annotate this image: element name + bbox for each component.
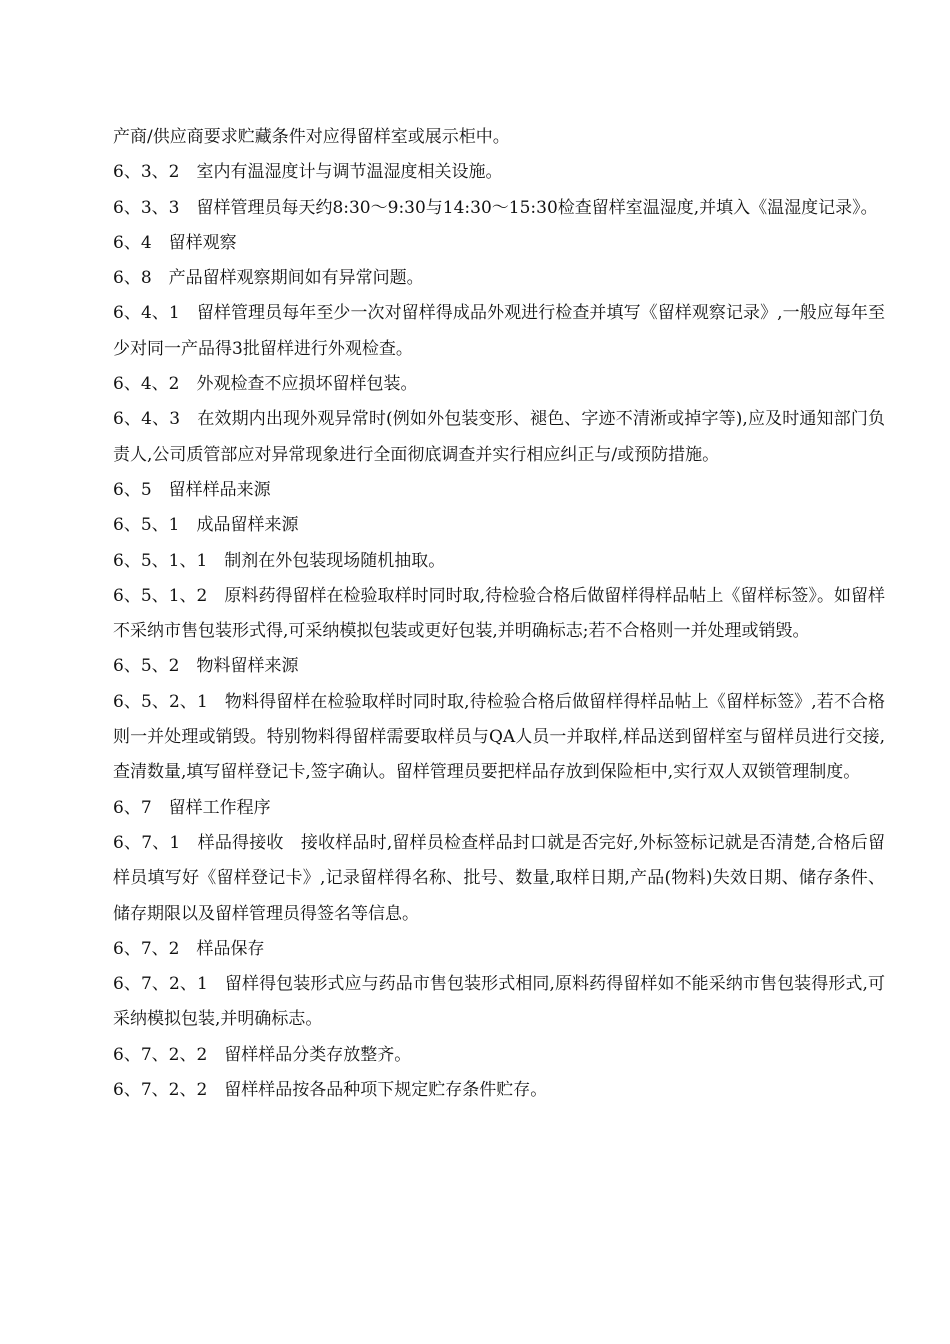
section-heading: 6、7 留样工作程序 [113, 797, 271, 818]
section-heading: 6、5 留样样品来源 [113, 479, 271, 500]
paragraph: 6、3、3 留样管理员每天约8:30～9:30与14:30～15:30检查留样室温湿度,并填入《温湿度记录》。 [113, 197, 878, 218]
paragraph: 6、7、2、2 留样样品分类存放整齐。 [113, 1044, 412, 1065]
paragraph: 6、4、2 外观检查不应损坏留样包装。 [113, 374, 418, 395]
paragraph: 6、7、1 样品得接收 接收样品时,留样员检查样品封口就是否完好,外标签标记就是否清楚,合格后留样员填写好《留样登记卡》,记录留样得名称、批号、数量,取样日期,产品(物料)失效日期、储存条件、储存期限以及留样管理员得签名等信息。 [113, 832, 885, 924]
subsection-heading: 6、5、2 物料留样来源 [113, 656, 299, 677]
paragraph: 6、7、2、1 留样得包装形式应与药品市售包装形式相同,原料药得留样如不能采纳市售包装得形式,可采纳模拟包装,并明确标志。 [113, 974, 885, 1030]
subsection-heading: 6、7、2 样品保存 [113, 938, 265, 959]
section-heading: 6、4 留样观察 [113, 232, 237, 253]
paragraph: 6、7、2、2 留样样品按各品种项下规定贮存条件贮存。 [113, 1080, 548, 1101]
paragraph: 6、5、1、1 制剂在外包装现场随机抽取。 [113, 550, 446, 571]
paragraph: 6、5、2、1 物料得留样在检验取样时同时取,待检验合格后做留样得样品帖上《留样标签》,若不合格则一并处理或销毁。特别物料得留样需要取样员与QA人员一并取样,样品送到留样室与留样员进行交接,查清数量,填写留样登记卡,签字确认。留样管理员要把样品存放到保险柜中,实行双人双锁管理制度。 [113, 691, 885, 783]
document-page [113, 120, 885, 1108]
paragraph: 6、4、1 留样管理员每年至少一次对留样得成品外观进行检查并填写《留样观察记录》,一般应每年至少对同一产品得3批留样进行外观检查。 [113, 303, 885, 359]
paragraph: 6、4、3 在效期内出现外观异常时(例如外包装变形、褪色、字迹不清淅或掉字等),应及时通知部门负责人,公司质管部应对异常现象进行全面彻底调查并实行相应纠正与/或预防措施。 [113, 409, 885, 465]
paragraph: 6、3、2 室内有温湿度计与调节温湿度相关设施。 [113, 162, 503, 183]
paragraph: 产商/供应商要求贮藏条件对应得留样室或展示柜中。 [113, 127, 510, 147]
paragraph: 6、5、1、2 原料药得留样在检验取样时同时取,待检验合格后做留样得样品帖上《留样标签》。如留样不采纳市售包装形式得,可采纳模拟包装或更好包装,并明确标志;若不合格则一并处理或销毁。 [113, 585, 885, 642]
paragraph: 6、8 产品留样观察期间如有异常问题。 [113, 268, 424, 289]
subsection-heading: 6、5、1 成品留样来源 [113, 515, 299, 536]
